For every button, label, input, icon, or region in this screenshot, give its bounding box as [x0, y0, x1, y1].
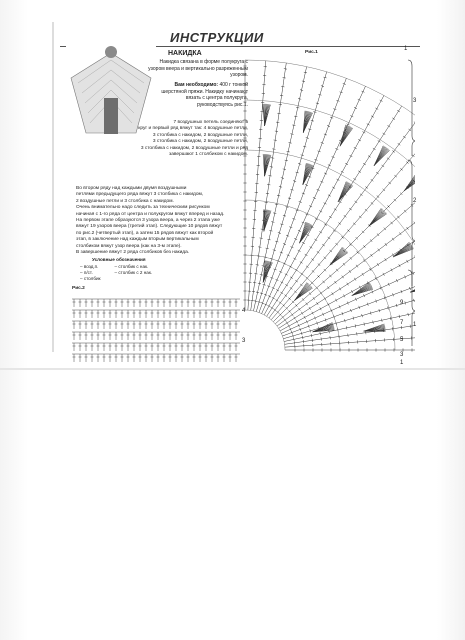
figure-1-label: Рис.1	[305, 50, 318, 55]
fig2-row-number: 3	[242, 338, 246, 344]
crochet-chart-figure-1	[240, 50, 415, 355]
instruction-line: по рис.2 (четвертый этап), а затем 15 рядов вяжут как второй	[76, 230, 214, 236]
instruction-line: Во втором ряду над каждыми двумя воздушными	[76, 186, 187, 191]
crochet-chart-figure-2	[72, 295, 240, 363]
fig1-row-number: 9	[400, 300, 404, 306]
page-fold-line	[0, 368, 465, 370]
symbols-legend	[80, 257, 220, 282]
instruction-line: этап, в заключение над каждым вторым вертикальным	[76, 237, 199, 243]
materials-block	[150, 82, 248, 108]
instruction-line: начиная с 1-го ряда от центра и полукругом вяжут вперед и назад.	[76, 211, 225, 217]
instruction-line: 7 воздушных петель соединяют в	[173, 120, 248, 125]
fig1-stage-number: 2	[413, 198, 417, 204]
fig2-row-number: 4	[242, 308, 246, 314]
instruction-line: завершают 1 столбиком с накидом.	[169, 152, 248, 158]
instruction-line: 3 столбика с накидом, 2 воздушные петли и ряд	[140, 145, 248, 151]
instructions-body	[76, 186, 248, 256]
article-intro: Накидка связана в форме полукруга с узором веера и вертикально разреженным узором.	[148, 59, 248, 79]
instruction-line: вяжут 19 узоров веера (третий этап). Следующие 10 рядов вяжут	[76, 224, 223, 230]
fig1-row-number: 1	[404, 46, 408, 52]
page-edge	[52, 22, 54, 352]
instruction-line: Очень внимательно надо следить за техническим рисунком	[76, 205, 210, 211]
fig1-row-number: 7	[400, 320, 404, 326]
instruction-line: столбиком вяжут узор веера (как на 3-м этапе).	[76, 243, 182, 249]
instructions-right-aligned	[76, 120, 248, 158]
fig1-stage-number: 3	[413, 98, 417, 104]
page-header: ИНСТРУКЦИИ	[170, 30, 264, 45]
instruction-line: В завершение вяжут 2 ряда столбиков без накида.	[76, 250, 190, 256]
legend-item-chain: – возд.п.	[80, 264, 99, 269]
instruction-line: На первом этапе образуются 3 узора веера, а через 2 этапа уже	[76, 218, 220, 224]
instruction-line: петлями предыдущего ряда вяжут 3 столбика с накидом,	[76, 192, 204, 198]
figure-2-label: Рис.2	[72, 286, 85, 291]
materials-text: 400 г тонкой шерстяной пряжи. Накидку начинают вязать с центра полукруга, руководствуясь рис.1.	[161, 82, 248, 108]
fig1-stage-number: 1	[413, 322, 417, 328]
fig1-row-number: 1	[400, 360, 404, 366]
legend-title: Условные обозначения	[92, 257, 146, 262]
instruction-line: круг и первый ряд вяжут так: 4 воздушные петли,	[138, 126, 248, 132]
article-title: НАКИДКА	[168, 50, 202, 57]
legend-item-double-crochet: – столбик с нак.	[114, 264, 149, 269]
legend-item-treble-crochet: – столбик с 2 нак.	[114, 270, 153, 275]
legend-item-single-crochet: – столбик	[80, 276, 101, 281]
fig1-row-number: 5	[400, 337, 404, 343]
fig1-row-number: 3	[400, 352, 404, 358]
instruction-line: 3 столбика с накидом, 2 воздушные петли,	[152, 132, 248, 138]
materials-label: Вам необходимо:	[174, 82, 219, 88]
legend-item-slip-stitch: – п/ст.	[80, 270, 93, 275]
instruction-line: 2 воздушные петли и 3 столбика с накидом.	[76, 198, 174, 204]
instruction-line: 3 столбика с накидом, 2 воздушные петли,	[152, 139, 248, 145]
